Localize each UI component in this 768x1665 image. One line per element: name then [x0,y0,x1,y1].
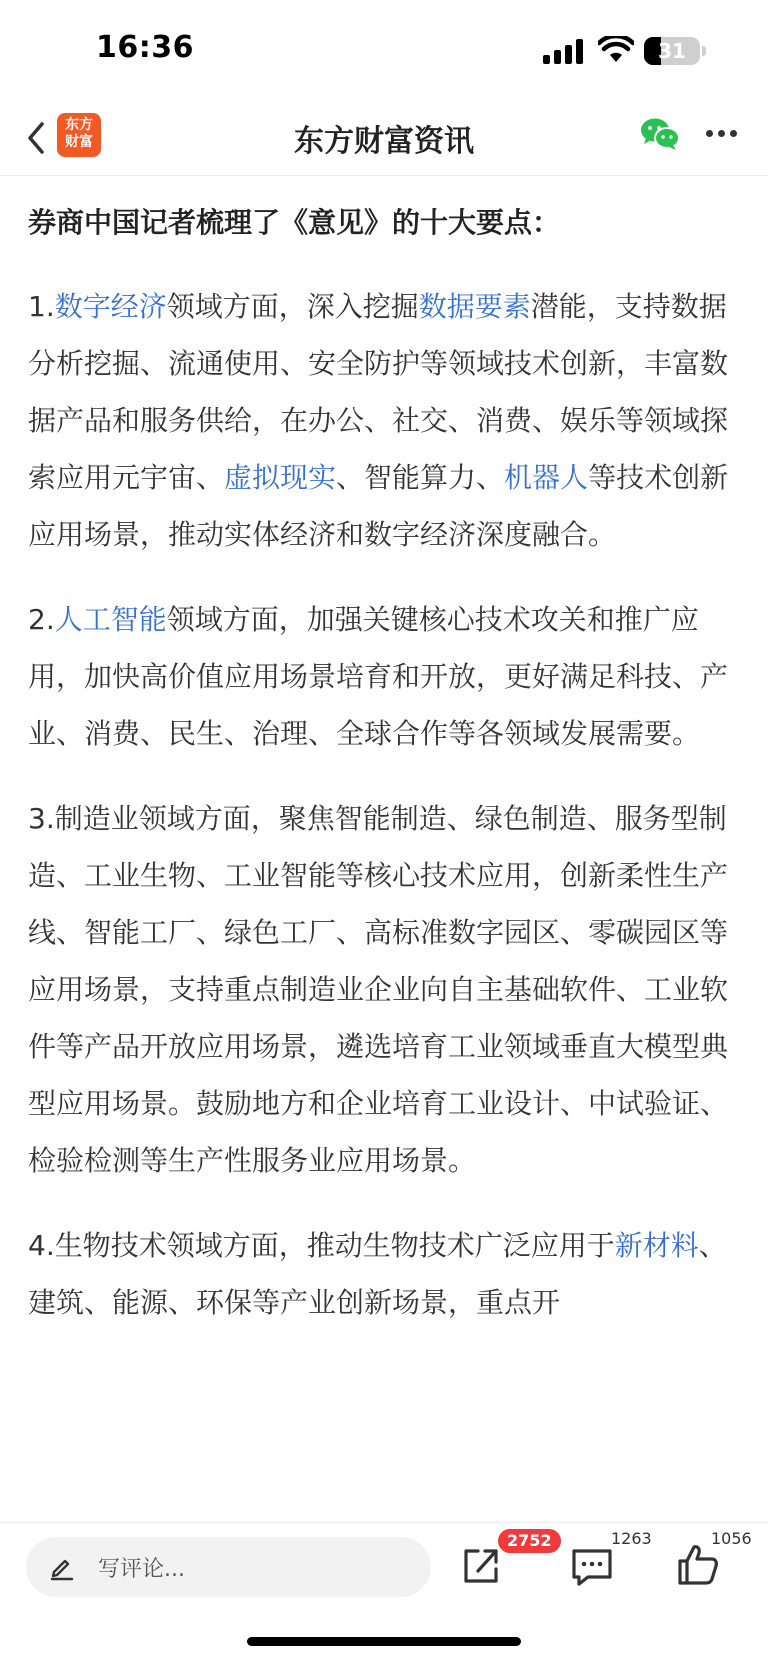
nav-bar [0,100,768,176]
article-paragraph [28,1217,740,1331]
article-paragraph: 3.制造业领域方面，聚焦智能制造、绿色制造、服务型制造、工业生物、工业智能等核心技术应用，创新柔性生产线、智能工厂、绿色工厂、高标准数字园区、零碳园区等应用场景，支持重点制造业企业向自主基础软件、工业软件等产品开放应用场景，遴选培育工业领域垂直大模型典型应用场景。鼓励地方和企业培育工业设计、中试验证、检验检测等生产性服务业应用场景。 [28,802,729,1177]
article-body [28,196,740,1359]
battery-icon [644,37,700,65]
paragraph-text: 领域方面，深入挖掘 [166,290,419,323]
article-paragraph [28,591,740,762]
article-paragraph [28,278,740,563]
paragraph-text: 2. [28,603,55,636]
article-intro: 券商中国记者梳理了《意见》的十大要点： [28,206,561,239]
topic-link[interactable]: 新材料 [614,1229,699,1262]
battery-tip [702,46,706,56]
like-count: 1056 [711,1529,752,1548]
topic-link[interactable]: 人工智能 [54,603,167,636]
topic-link[interactable]: 数字经济 [54,290,167,323]
wechat-icon[interactable] [640,117,680,151]
pencil-icon [48,1553,76,1581]
paragraph-text: 1. [28,290,55,323]
comment-input[interactable] [26,1537,431,1597]
topic-link[interactable]: 数据要素 [418,290,531,323]
paragraph-text: 4.生物技术领域方面，推动生物技术广泛应用于 [28,1229,615,1262]
comment-count: 1263 [611,1529,652,1548]
share-count-badge: 2752 [498,1529,561,1553]
battery-level: 31 [658,39,686,63]
home-indicator [247,1637,521,1646]
paragraph-text: 、智能算力、 [336,461,505,494]
comment-placeholder: 写评论... [98,1557,185,1582]
topic-link[interactable]: 虚拟现实 [224,461,337,494]
status-time: 16:36 [96,30,194,65]
paragraph-text: 领域方面，加强关键核心技术攻关和推广应用，加快高价值应用场景培育和开放，更好满足科技、产业、消费、民生、治理、全球合作等各领域发展需要。 [28,603,729,750]
page-title: 东方财富资讯 [294,124,474,159]
status-bar [0,0,768,100]
logo-text-top: 东方 [65,117,93,133]
wifi-icon [598,36,634,64]
cellular-signal-icon [543,38,587,64]
logo-text-bottom: 财富 [65,134,93,150]
paragraph-text: 等技术创新应用场景，推动实体经济和数字经济深度融合。 [28,461,729,551]
topic-link[interactable]: 机器人 [504,461,589,494]
paragraph-text: 潜能，支持数据分析挖掘、流通使用、安全防护等领域技术创新，丰富数据产品和服务供给，在办公、社交、消费、娱乐等领域探索应用元宇宙、 [28,290,729,494]
more-icon[interactable] [706,130,738,140]
paragraph-text: 、建筑、能源、环保等产业创新场景，重点开 [28,1229,727,1319]
